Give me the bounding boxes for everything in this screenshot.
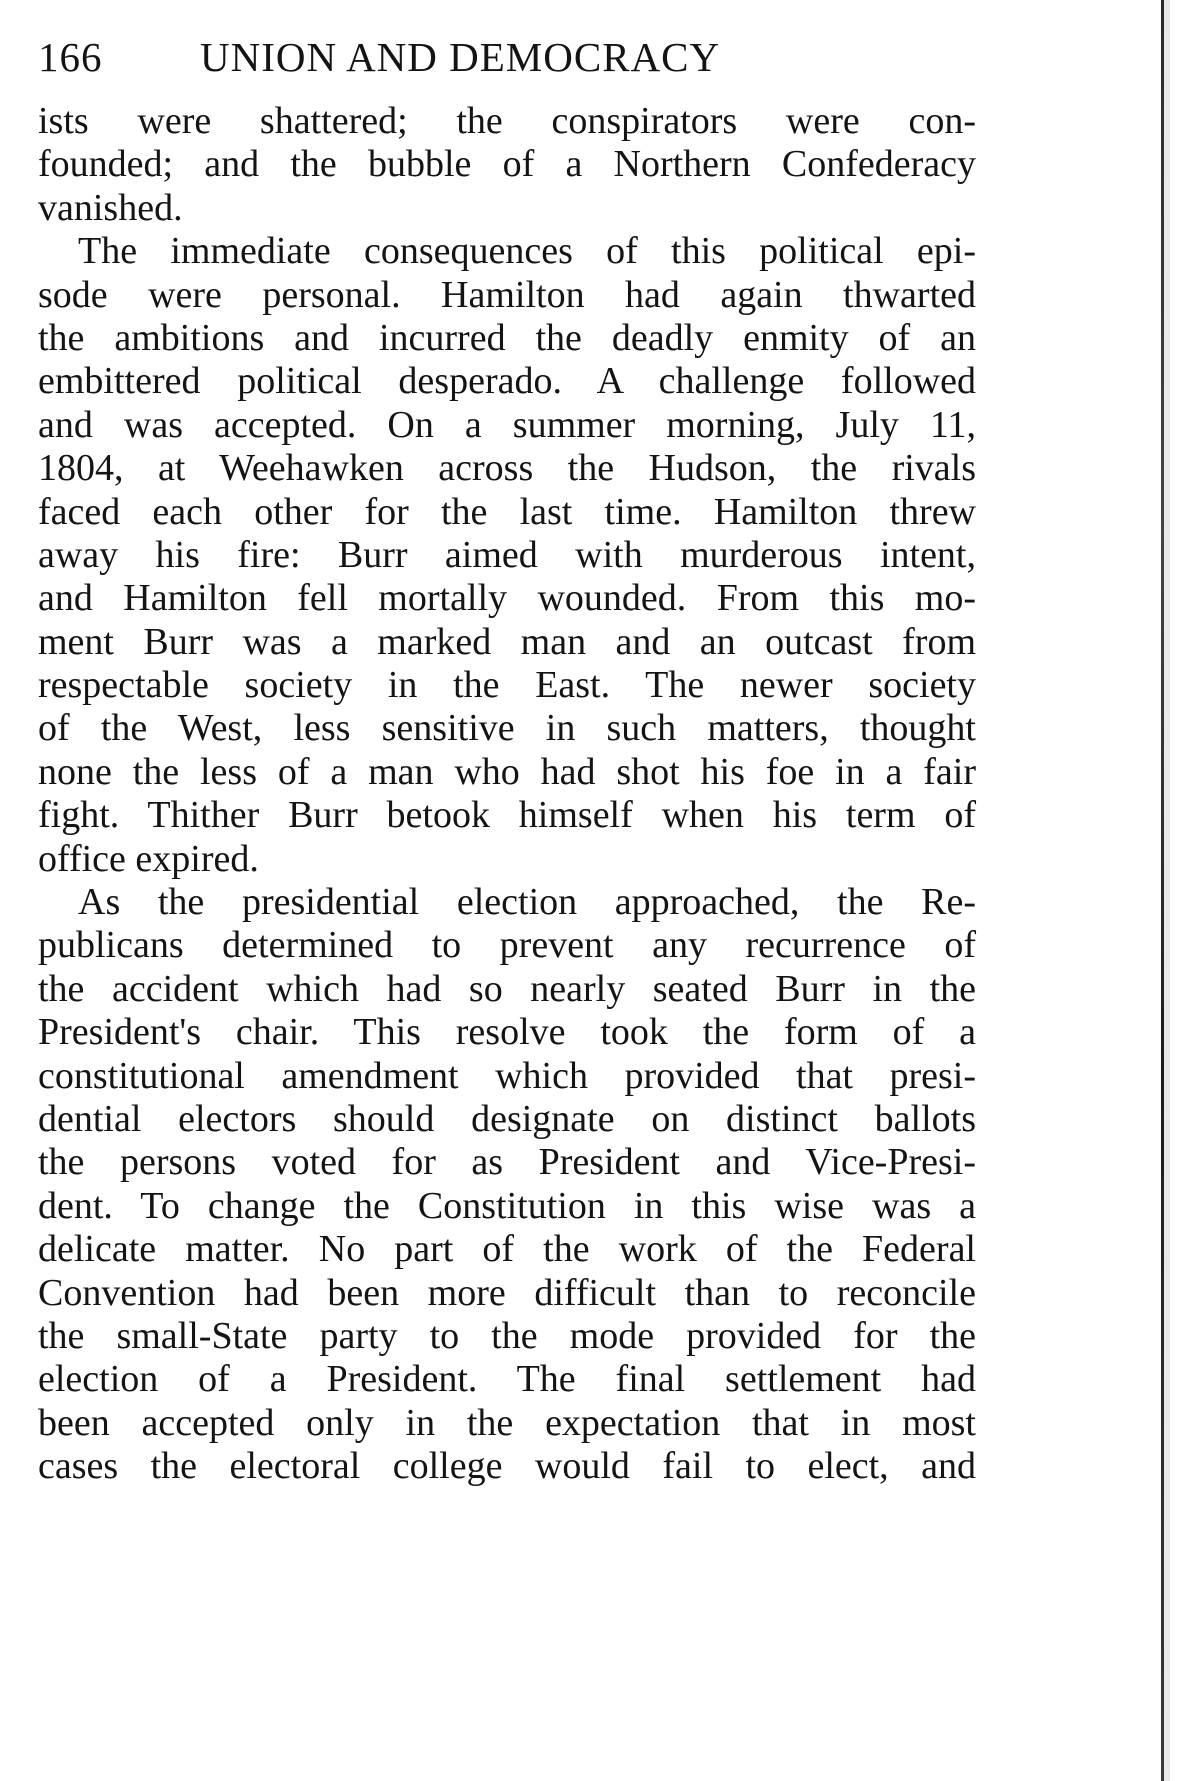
text-line: dential electors should designate on distinct ballots	[38, 1097, 976, 1140]
text-line: sode were personal. Hamilton had again thwarted	[38, 273, 976, 316]
text-line: embittered political desperado. A challenge followed	[38, 360, 976, 403]
text-line: 1804, at Weehawken across the Hudson, the rivals	[38, 447, 976, 490]
page-edge-rule	[1161, 0, 1164, 1781]
text-line: As the presidential election approached, the Re-	[78, 881, 976, 924]
text-line: office expired.	[38, 837, 259, 880]
text-line: publicans determined to prevent any recurrence of	[38, 924, 976, 967]
body-text	[38, 100, 976, 1489]
text-line: the ambitions and incurred the deadly enmity of an	[38, 316, 976, 359]
text-line: cases the electoral college would fail to elect, and	[38, 1445, 976, 1488]
text-line: of the West, less sensitive in such matters, thought	[38, 707, 976, 750]
text-line: election of a President. The final settlement had	[38, 1358, 976, 1401]
text-line: and Hamilton fell mortally wounded. From this mo-	[38, 577, 976, 620]
text-line: respectable society in the East. The newer society	[38, 664, 976, 707]
page-edge-shadow	[1164, 0, 1170, 1781]
text-line: the persons voted for as President and Vice-Presi-	[38, 1141, 976, 1184]
text-line: constitutional amendment which provided that presi-	[38, 1054, 976, 1097]
text-line: faced each other for the last time. Hamilton threw	[38, 490, 976, 533]
running-title: UNION AND DEMOCRACY	[200, 34, 721, 80]
text-line: none the less of a man who had shot his foe in a fair	[38, 750, 976, 793]
text-line: ists were shattered; the conspirators were con-	[38, 100, 976, 142]
text-line: and was accepted. On a summer morning, July 11,	[38, 403, 976, 446]
text-line: The immediate consequences of this political epi-	[78, 230, 976, 273]
text-line: President's chair. This resolve took the form of a	[38, 1011, 976, 1054]
page-header	[38, 32, 988, 82]
text-line: the small-State party to the mode provided for the	[38, 1314, 976, 1357]
text-line: away his fire: Burr aimed with murderous intent,	[38, 533, 976, 576]
text-line: Convention had been more difficult than to reconcile	[38, 1271, 976, 1314]
text-line: founded; and the bubble of a Northern Confederacy	[38, 143, 976, 186]
text-line: vanished.	[38, 186, 183, 229]
text-line: been accepted only in the expectation that in most	[38, 1401, 976, 1444]
text-line: fight. Thither Burr betook himself when his term of	[38, 794, 976, 837]
page-number: 166	[38, 34, 103, 80]
text-line: dent. To change the Constitution in this wise was a	[38, 1184, 976, 1227]
text-line: the accident which had so nearly seated Burr in the	[38, 967, 976, 1010]
text-line: ment Burr was a marked man and an outcast from	[38, 620, 976, 663]
text-line: delicate matter. No part of the work of the Federal	[38, 1228, 976, 1271]
